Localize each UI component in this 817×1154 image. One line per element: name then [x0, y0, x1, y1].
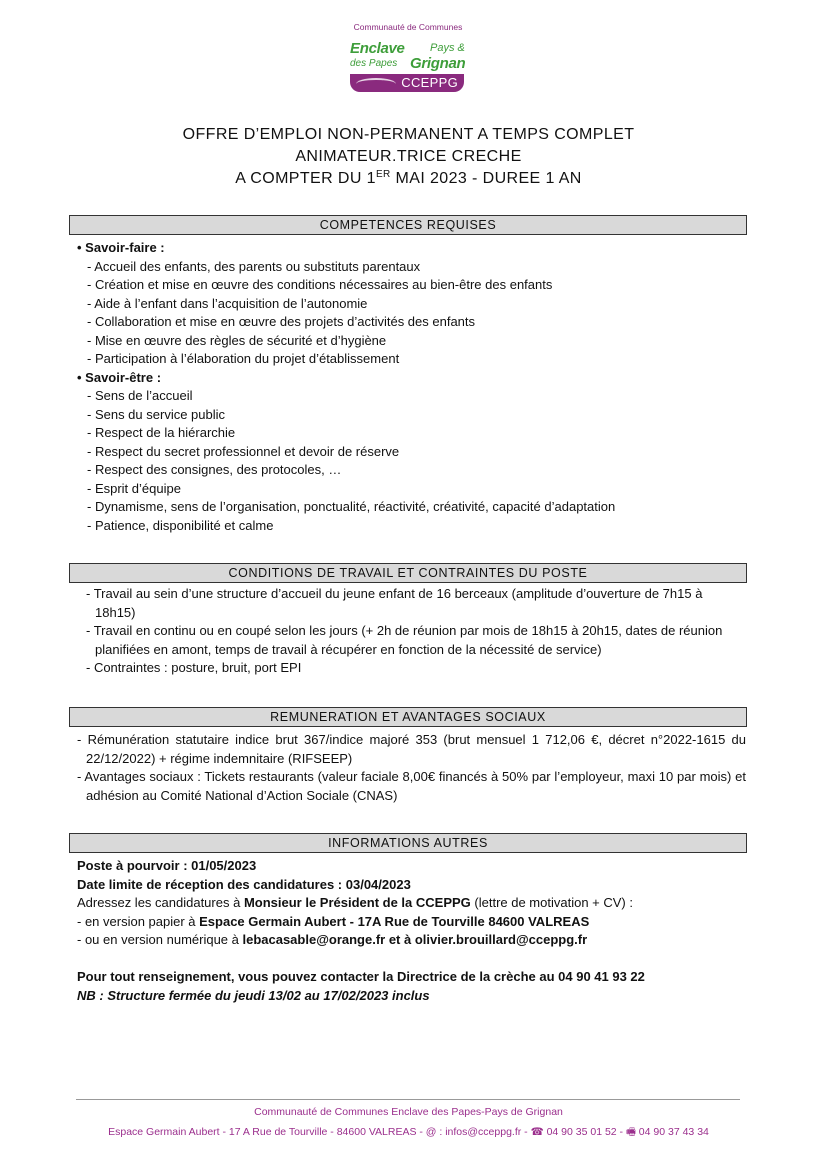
list-item: - Aide à l’enfant dans l’acquisition de l’autonomie	[87, 295, 368, 311]
list-item: - Respect du secret professionnel et devoir de réserve	[87, 443, 400, 459]
list-item: - Contraintes : posture, bruit, port EPI	[86, 660, 302, 675]
email-link-2[interactable]: olivier.brouillard@cceppg.fr	[414, 932, 588, 947]
footer-line-2: Espace Germain Aubert - 17 A Rue de Tourville - 84600 VALREAS - @ : infos@cceppg.fr - ☎ 04 90 35 01 52 - 🖷 04 90 37 43 34	[108, 1126, 709, 1138]
list-item: - Rémunération statutaire indice brut 367/indice majoré 353 (brut mensuel 1 712,06 €, décret n°2022-1615 du 22/12/2022) + régime indemnitaire (RIFSEEP)	[77, 732, 746, 766]
list-item: - Travail au sein d’une structure d’accueil du jeune enfant de 16 berceaux (amplitude d’ouverture de 7h15 à 18h15)	[86, 586, 703, 620]
logo-cceppg: CCEPPG	[401, 75, 458, 90]
adressez-recipient: Monsieur le Président de la CCEPPG	[243, 895, 471, 910]
remuneration-list	[68, 731, 746, 805]
title-line-1: OFFRE D’EMPLOI NON-PERMANENT A TEMPS COMPLET	[182, 126, 635, 143]
footer-line-1: Communauté de Communes Enclave des Papes-Pays de Grignan	[254, 1106, 563, 1118]
adressez-suffix: (lettre de motivation + CV) :	[470, 895, 633, 910]
footer-divider	[76, 1099, 740, 1100]
cceppg-logo	[348, 22, 468, 96]
list-item: - Patience, disponibilité et calme	[87, 517, 274, 533]
savoir-etre-label: • Savoir-être :	[77, 369, 162, 385]
list-item: - Mise en œuvre des règles de sécurité et d’hygiène	[87, 332, 387, 348]
list-item: - Esprit d’équipe	[87, 480, 181, 496]
papier-text: - en version papier à	[77, 913, 200, 929]
list-item: - Sens de l’accueil	[87, 388, 193, 403]
logo-papes: des Papes	[350, 58, 398, 69]
list-item: - Avantages sociaux : Tickets restaurants (valeur faciale 8,00€ financés à 50% par l’employeur, maxi 10 par mois) et adhésion au Comité National d’Action Sociale (CNAS)	[77, 769, 746, 803]
logo-pays: Pays &	[430, 42, 465, 54]
list-item: - Travail en continu ou en coupé selon les jours (+ 2h de réunion par mois de 18h15 à 20h15, dates de réunion planifiées en amont, temps de travail à récupérer en fonction de la nécessité de service)	[86, 623, 723, 657]
list-item: - Respect de la hiérarchie	[87, 425, 236, 440]
logo-top-text: Communauté de Communes	[353, 22, 463, 32]
title-line-3-sup: ER	[375, 169, 391, 180]
poste-a-pourvoir: Poste à pourvoir : 01/05/2023	[77, 858, 257, 873]
competences-body	[77, 239, 749, 535]
page-title	[0, 124, 817, 190]
conditions-body	[77, 585, 742, 678]
list-item: - Sens du service public	[87, 406, 226, 422]
title-line-3-a: A COMPTER DU 1	[235, 170, 376, 187]
renseignement-line: Pour tout renseignement, vous pouvez contacter la Directrice de la crèche au 04 90 41 93 22	[77, 969, 645, 984]
title-line-3	[0, 168, 817, 190]
spacer	[77, 950, 747, 969]
adressez-text: Adressez les candidatures à	[77, 895, 244, 910]
savoir-faire-list	[77, 258, 749, 369]
email-link-1[interactable]: lebacasable@orange.fr	[242, 932, 386, 947]
papier-line	[77, 913, 747, 932]
date-limite: Date limite de réception des candidatures : 03/04/2023	[77, 876, 411, 892]
adressez-line	[77, 894, 747, 913]
informations-header: INFORMATIONS AUTRES	[69, 833, 747, 853]
savoir-etre-list	[77, 387, 749, 535]
numerique-line	[77, 931, 747, 950]
nb-line: NB : Structure fermée du jeudi 13/02 au 17/02/2023 inclus	[77, 987, 430, 1003]
logo-enclave: Enclave	[350, 40, 405, 57]
list-item: - Création et mise en œuvre des conditions nécessaires au bien-être des enfants	[87, 277, 553, 292]
logo-grignan: Grignan	[410, 55, 466, 72]
list-item: - Participation à l’élaboration du projet d’établissement	[87, 351, 400, 366]
logo-band	[350, 74, 464, 92]
list-item: - Dynamisme, sens de l’organisation, ponctualité, réactivité, créativité, capacité d’adaptation	[87, 499, 616, 514]
savoir-faire-label: • Savoir-faire :	[77, 240, 165, 255]
numerique-and: et à	[385, 932, 415, 947]
logo-swoosh-icon	[356, 78, 396, 90]
conditions-list	[77, 585, 742, 678]
title-line-3-b: MAI 2023 - DUREE 1 AN	[390, 170, 582, 187]
list-item: - Collaboration et mise en œuvre des projets d’activités des enfants	[87, 314, 476, 329]
numerique-text: - ou en version numérique à	[77, 932, 243, 947]
competences-header: COMPETENCES REQUISES	[69, 215, 747, 235]
list-item: - Accueil des enfants, des parents ou substituts parentaux	[87, 258, 421, 274]
list-item: - Respect des consignes, des protocoles, …	[87, 462, 342, 477]
remuneration-header: REMUNERATION ET AVANTAGES SOCIAUX	[69, 707, 747, 727]
remuneration-body	[68, 731, 746, 805]
papier-address: Espace Germain Aubert - 17A Rue de Tourville 84600 VALREAS	[199, 913, 590, 929]
title-line-2: ANIMATEUR.TRICE CRECHE	[295, 148, 522, 165]
conditions-header: CONDITIONS DE TRAVAIL ET CONTRAINTES DU POSTE	[69, 563, 747, 583]
informations-body	[77, 857, 747, 1005]
